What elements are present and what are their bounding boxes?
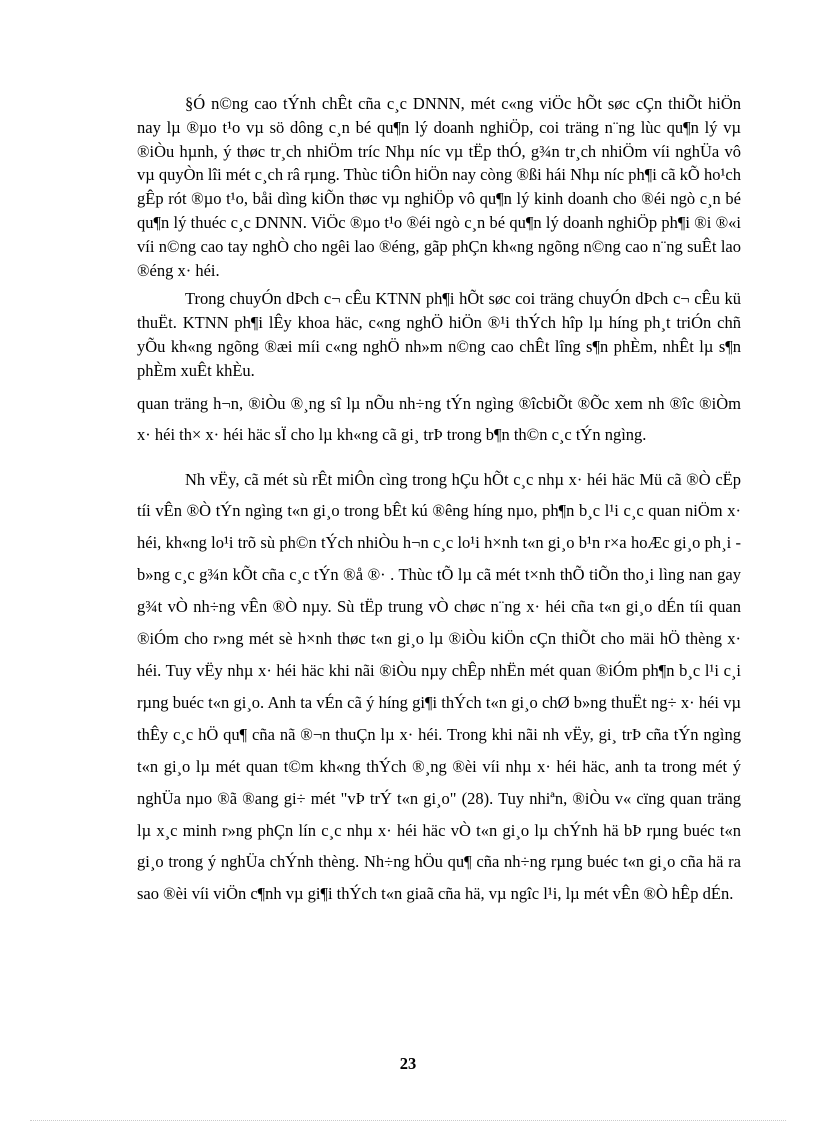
paragraph: Nh vËy, cã mét sù rÊt miÔn cìng trong hÇu hÕt c¸c nhµ x· héi häc Mü cã ®Ò cËp tíi vÊn ®Ò tÝn ngìng t«n gi¸o trong bÊt kú ®êng híng nµo, ph¶n b¸c l¹i c¸c quan niÖm x· héi, kh«ng lo¹i trõ sù ph©n tÝch nhiÒu h¬n c¸c lo¹i h×nh t«n gi¸o b¹n r×a hoÆc gi¸o ph¸i - b»ng c¸c g¾n kÕt cña c¸c tÝn ®å ®· . Thùc tÕ lµ cã mét t×nh thÕ tiÕn tho¸i lìng nan gay g¾t vÒ nh÷ng vÊn ®Ò nµy. Sù tËp trung vÒ chøc n¨ng x· héi cña t«n gi¸o dÉn tíi quan ®iÓm cho r»ng mét sè h×nh thøc t«n gi¸o lµ ®iÒu kiÖn cÇn thiÕt cho mäi hÖ thèng x· héi. Tuy vËy nhµ x· héi häc khi nãi ®iÒu nµy chÊp nhËn mét quan ®iÓm ph¶n b¸c l¹i c¸i rµng buéc t«n gi¸o. Anh ta vÉn cã ý híng gi¶i thÝch t«n gi¸o chØ b»ng thuËt ng÷ x· héi vµ thÊy c¸c hÖ qu¶ cña nã ®¬n thuÇn lµ x· héi. Trong khi nãi nh vËy, gi¸ trÞ cña tÝn ngìng t«n gi¸o lµ mét quan t©m kh«ng thÝch ®¸ng ®èi víi nhµ x· héi häc, anh ta trong mét ý nghÜa nµo ®ã ®ang gi÷ mét "vÞ trÝ t«n gi¸o" (28). Tuy nhiªn, ®iÒu v« cïng quan träng lµ x¸c minh r»ng phÇn lín c¸c nhµ x· héi häc vÒ t«n gi¸o lµ chÝnh hä bÞ rµng buéc t«n gi¸o trong ý nghÜa chÝnh thèng. Nh÷ng hÖu qu¶ cña nh÷ng rµng buéc t«n gi¸o cña hä ra sao ®èi víi viÖn c¶nh vµ gi¶i thÝch t«n giaã cña hä, vµ ngîc l¹i, lµ mét vÊn ®Ò hÊp dÉn. [137,469,741,904]
paragraph: §Ó n©ng cao tÝnh chÊt cña c¸c DNNN, mét c«ng viÖc hÕt søc cÇn thiÕt hiÖn nay lµ ®µo t¹o vµ sö dông c¸n bé qu¶n lý doanh nghiÖp, coi träng n¨ng lùc qu¶n lý vµ ®iÒu hµnh, ý thøc tr¸ch nhiÖm tríc Nhµ níc vµ tËp thÓ, g¾n tr¸ch nhiÖm víi nghÜa vô vµ quyÒn lîi mét c¸ch râ rµng. Thùc tiÔn hiÖn nay còng ®ßi hái Nhµ níc ph¶i cã kÕ ho¹ch gÊp rót ®µo t¹o, båi dìng kiÕn thøc vµ nghiÖp vô qu¶n lý kinh doanh cho ®éi ngò c¸n bé qu¶n lý thuéc c¸c DNNN. ViÖc ®µo t¹o ®éi ngò c¸n bé qu¶n lý doanh nghiÖp ph¶i ®i ®«i víi n©ng cao tay nghÒ cho ngêi lao ®éng, gãp phÇn kh«ng ngõng n©ng cao n¨ng suÊt lao ®éng x· héi. [137,94,741,280]
text-block-top [137,92,741,383]
page-number: 23 [399,1054,417,1073]
text-block-middle [137,388,741,450]
paragraph: quan träng h¬n, ®iÒu ®¸ng sî lµ nÕu nh÷ng tÝn ngìng ®îcbiÕt ®Õc xem nh ®îc ®iÒm x· héi th× x· héi häc sÏ cho lµ kh«ng cã gi¸ trÞ trong b¶n th©n c¸c tÝn ngìng. [137,393,741,444]
paragraph: Trong chuyÓn dÞch c¬ cÊu KTNN ph¶i hÕt søc coi träng chuyÓn dÞch c¬ cÊu kü thuËt. KTNN ph¶i lÊy khoa häc, c«ng nghÖ hiÖn ®¹i thÝch hîp lµ híng ph¸t triÓn chñ yÕu kh«ng ngõng ®æi míi c«ng nghÖ nh»m n©ng cao chÊt lîng s¶n phÈm, nhÊt lµ s¶n phÈm xuÊt khÈu. [137,289,741,380]
page-content [137,92,741,910]
text-block-bottom [137,464,741,911]
page-bottom-divider [30,1120,786,1121]
